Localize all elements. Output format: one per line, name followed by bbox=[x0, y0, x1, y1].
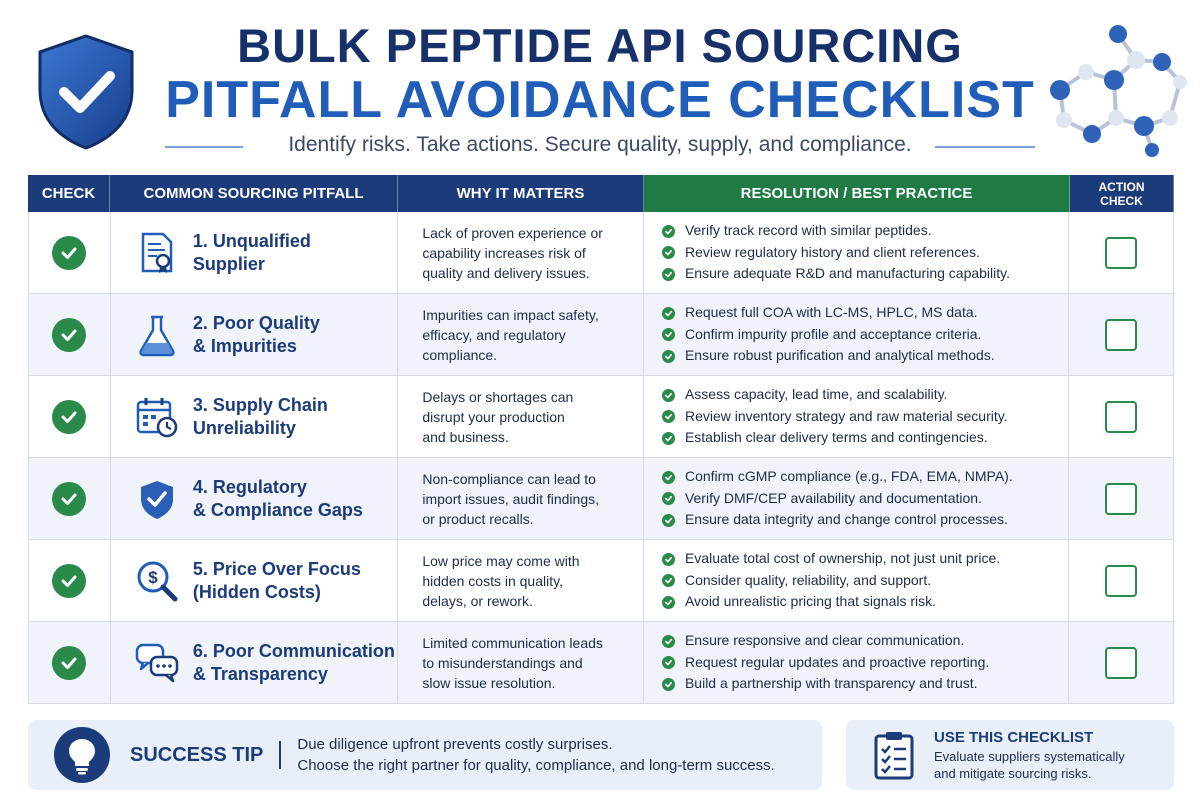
page-title-line1: BULK PEPTIDE API SOURCING bbox=[237, 19, 963, 72]
resolution-text: Consider quality, reliability, and support. bbox=[684, 571, 932, 588]
clipboard-checklist-icon bbox=[874, 730, 914, 780]
check-bullet-icon bbox=[662, 596, 675, 609]
success-tip-line2: Choose the right partner for quality, compliance, and long-term success. bbox=[297, 757, 775, 774]
pitfall-title: 6. Poor Communication & Transparency bbox=[192, 640, 395, 684]
why-cell: Lack of proven experience or capability increases risk of quality and delivery issues. bbox=[398, 212, 644, 293]
resolution-item bbox=[662, 591, 936, 613]
check-bullet-icon bbox=[662, 268, 675, 281]
resolution-item bbox=[662, 488, 982, 510]
check-cell bbox=[29, 458, 111, 539]
check-cell bbox=[29, 294, 111, 375]
resolution-cell bbox=[644, 294, 1069, 375]
svg-text:$: $ bbox=[148, 567, 158, 587]
action-checkbox[interactable] bbox=[1105, 565, 1137, 597]
table-row bbox=[28, 622, 1174, 704]
column-header-why: WHY IT MATTERS bbox=[398, 175, 644, 212]
resolution-item bbox=[662, 548, 1000, 570]
header bbox=[0, 0, 1200, 170]
page-title-line2: PITFALL AVOIDANCE CHECKLIST bbox=[165, 71, 1035, 129]
check-cell bbox=[29, 622, 111, 703]
why-cell: Impurities can impact safety, efficacy, and regulatory compliance. bbox=[398, 294, 644, 375]
check-bullet-icon bbox=[662, 635, 675, 648]
check-circle-icon bbox=[52, 236, 86, 270]
resolution-item bbox=[662, 263, 1010, 285]
pitfall-cell bbox=[111, 294, 399, 375]
action-checkbox[interactable] bbox=[1105, 483, 1137, 515]
success-tip-label: SUCCESS TIP bbox=[130, 741, 281, 769]
resolution-text: Ensure responsive and clear communication. bbox=[684, 632, 965, 649]
check-bullet-icon bbox=[662, 350, 675, 363]
checklist-table bbox=[28, 175, 1174, 704]
pitfall-title: 2. Poor Quality & Impurities bbox=[192, 312, 320, 356]
column-header-resolution: RESOLUTION / BEST PRACTICE bbox=[644, 175, 1070, 212]
check-circle-icon bbox=[52, 482, 86, 516]
pitfall-cell bbox=[111, 458, 399, 539]
success-tip-line1: Due diligence upfront prevents costly surprises. bbox=[297, 736, 613, 753]
resolution-cell bbox=[644, 622, 1069, 703]
use-checklist-line1: Evaluate suppliers systematically bbox=[934, 749, 1125, 764]
resolution-text: Establish clear delivery terms and contingencies. bbox=[684, 429, 988, 446]
pitfall-cell bbox=[111, 212, 399, 293]
check-bullet-icon bbox=[662, 471, 675, 484]
calendar-clock-icon bbox=[135, 395, 179, 439]
resolution-item bbox=[662, 384, 948, 406]
table-row bbox=[28, 212, 1174, 294]
check-bullet-icon bbox=[662, 389, 675, 402]
column-header-pitfall: COMMON SOURCING PITFALL bbox=[110, 175, 398, 212]
action-checkbox[interactable] bbox=[1105, 647, 1137, 679]
resolution-cell bbox=[644, 458, 1069, 539]
table-row bbox=[28, 376, 1174, 458]
action-cell bbox=[1069, 294, 1173, 375]
lightbulb-icon bbox=[54, 727, 110, 783]
subtitle-divider-right bbox=[935, 146, 1035, 148]
why-cell: Low price may come with hidden costs in quality, delays, or rework. bbox=[398, 540, 644, 621]
table-row bbox=[28, 458, 1174, 540]
check-bullet-icon bbox=[662, 432, 675, 445]
pitfall-title: 3. Supply Chain Unreliability bbox=[192, 394, 328, 438]
resolution-item bbox=[662, 673, 978, 695]
resolution-item bbox=[662, 509, 1008, 531]
use-checklist-line2: and mitigate sourcing risks. bbox=[934, 766, 1092, 781]
resolution-item bbox=[662, 242, 980, 264]
resolution-text: Review inventory strategy and raw material security. bbox=[684, 407, 1008, 424]
pitfall-title: 1. Unqualified Supplier bbox=[192, 230, 311, 274]
check-bullet-icon bbox=[662, 574, 675, 587]
table-body bbox=[28, 212, 1174, 704]
check-circle-icon bbox=[52, 318, 86, 352]
pitfall-cell bbox=[111, 622, 399, 703]
table-header-row bbox=[28, 175, 1174, 212]
check-bullet-icon bbox=[662, 492, 675, 505]
why-cell: Limited communication leads to misunderstandings and slow issue resolution. bbox=[398, 622, 644, 703]
check-bullet-icon bbox=[662, 656, 675, 669]
resolution-cell bbox=[644, 376, 1069, 457]
action-cell bbox=[1069, 622, 1173, 703]
resolution-text: Ensure adequate R&D and manufacturing capability. bbox=[684, 265, 1011, 282]
check-bullet-icon bbox=[662, 225, 675, 238]
action-cell bbox=[1069, 458, 1173, 539]
resolution-text: Build a partnership with transparency and trust. bbox=[684, 675, 978, 692]
check-cell bbox=[29, 212, 111, 293]
check-cell bbox=[29, 376, 111, 457]
action-checkbox[interactable] bbox=[1105, 319, 1137, 351]
resolution-cell bbox=[644, 540, 1069, 621]
resolution-item bbox=[662, 302, 978, 324]
pitfall-title: 4. Regulatory & Compliance Gaps bbox=[192, 476, 363, 520]
resolution-text: Avoid unrealistic pricing that signals risk. bbox=[684, 593, 937, 610]
resolution-text: Verify DMF/CEP availability and documentation. bbox=[684, 489, 982, 506]
resolution-item bbox=[662, 220, 932, 242]
resolution-item bbox=[662, 324, 981, 346]
dollar-search-icon bbox=[135, 559, 179, 603]
action-checkbox[interactable] bbox=[1105, 237, 1137, 269]
table-row bbox=[28, 294, 1174, 376]
why-cell: Non-compliance can lead to import issues, audit findings, or product recalls. bbox=[398, 458, 644, 539]
resolution-text: Review regulatory history and client references. bbox=[684, 243, 980, 260]
action-cell bbox=[1069, 212, 1173, 293]
page-subtitle: Identify risks. Take actions. Secure quality, supply, and compliance. bbox=[288, 133, 912, 156]
resolution-item bbox=[662, 630, 964, 652]
use-checklist-text bbox=[934, 728, 1125, 782]
chat-bubbles-icon bbox=[135, 641, 179, 685]
resolution-item bbox=[662, 406, 1008, 428]
resolution-item bbox=[662, 427, 988, 449]
check-bullet-icon bbox=[662, 307, 675, 320]
flask-icon bbox=[135, 313, 179, 357]
resolution-text: Evaluate total cost of ownership, not just unit price. bbox=[684, 550, 1001, 567]
check-bullet-icon bbox=[662, 678, 675, 691]
resolution-text: Ensure robust purification and analytical methods. bbox=[684, 347, 995, 364]
check-bullet-icon bbox=[662, 410, 675, 423]
check-bullet-icon bbox=[662, 514, 675, 527]
shield-check-icon bbox=[135, 477, 179, 521]
resolution-text: Ensure data integrity and change control processes. bbox=[684, 511, 1008, 528]
check-bullet-icon bbox=[662, 328, 675, 341]
check-bullet-icon bbox=[662, 246, 675, 259]
resolution-text: Request regular updates and proactive reporting. bbox=[684, 653, 990, 670]
use-checklist-title: USE THIS CHECKLIST bbox=[934, 729, 1094, 746]
resolution-item bbox=[662, 345, 995, 367]
check-circle-icon bbox=[52, 400, 86, 434]
use-checklist-panel bbox=[846, 720, 1174, 790]
action-cell bbox=[1069, 376, 1173, 457]
molecule-icon bbox=[1040, 20, 1190, 160]
table-row bbox=[28, 540, 1174, 622]
resolution-cell bbox=[644, 212, 1069, 293]
resolution-text: Confirm impurity profile and acceptance criteria. bbox=[684, 325, 982, 342]
resolution-text: Verify track record with similar peptides. bbox=[684, 222, 932, 239]
resolution-text: Confirm cGMP compliance (e.g., FDA, EMA, NMPA). bbox=[684, 468, 1013, 485]
action-checkbox[interactable] bbox=[1105, 401, 1137, 433]
success-tip-panel bbox=[28, 720, 822, 790]
resolution-item bbox=[662, 652, 989, 674]
check-circle-icon bbox=[52, 646, 86, 680]
success-tip-text bbox=[297, 734, 774, 776]
check-cell bbox=[29, 540, 111, 621]
pitfall-cell bbox=[111, 376, 399, 457]
action-cell bbox=[1069, 540, 1173, 621]
pitfall-cell bbox=[111, 540, 399, 621]
pitfall-title: 5. Price Over Focus (Hidden Costs) bbox=[192, 558, 361, 602]
check-circle-icon bbox=[52, 564, 86, 598]
resolution-text: Assess capacity, lead time, and scalability. bbox=[684, 386, 948, 403]
why-cell: Delays or shortages can disrupt your production and business. bbox=[398, 376, 644, 457]
check-bullet-icon bbox=[662, 553, 675, 566]
resolution-item bbox=[662, 466, 1013, 488]
certificate-icon bbox=[135, 231, 179, 275]
column-header-action-check: ACTION CHECK bbox=[1070, 175, 1174, 212]
column-header-check: CHECK bbox=[28, 175, 110, 212]
resolution-item bbox=[662, 570, 931, 592]
resolution-text: Request full COA with LC-MS, HPLC, MS data. bbox=[684, 304, 978, 321]
